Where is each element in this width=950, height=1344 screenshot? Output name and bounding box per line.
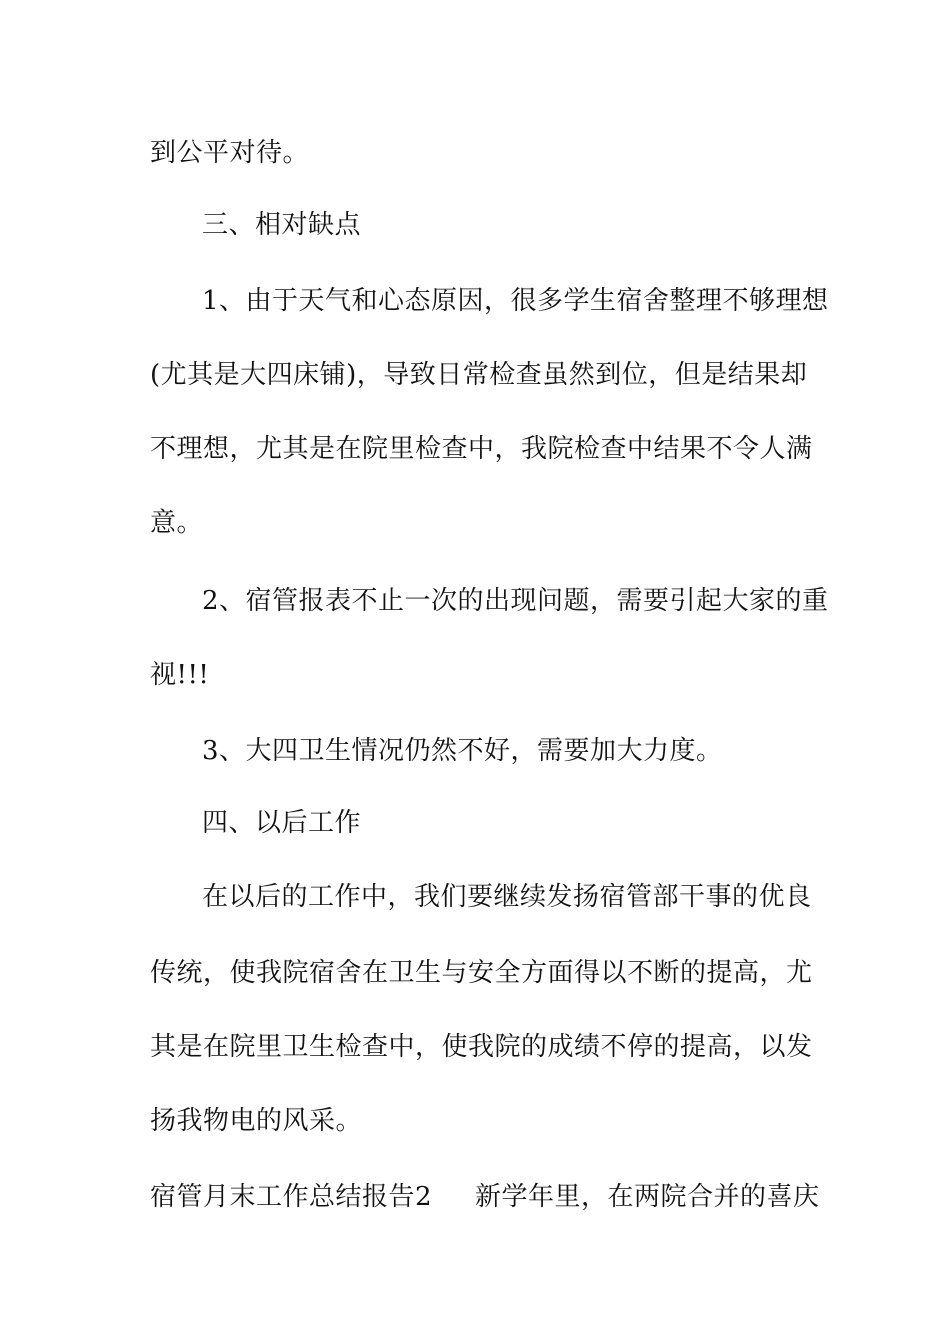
report-title: 宿管月末工作总结报告2: [150, 1182, 433, 1212]
paragraph-line: 扬我物电的风采。: [150, 1106, 363, 1136]
section-heading: 三、相对缺点: [202, 210, 362, 240]
paragraph-line: 意。: [150, 508, 204, 538]
paragraph-line: 2、宿管报表不止一次的出现问题，需要引起大家的重: [202, 586, 829, 616]
paragraph-line: 其是在院里卫生检查中，使我院的成绩不停的提高，以发: [150, 1032, 813, 1062]
paragraph-line: 新学年里，在两院合并的喜庆: [475, 1182, 820, 1212]
paragraph-line: 3、大四卫生情况仍然不好，需要加大力度。: [202, 736, 723, 766]
section-heading: 四、以后工作: [202, 808, 362, 838]
paragraph-line: 不理想，尤其是在院里检查中，我院检查中结果不令人满: [150, 434, 813, 464]
paragraph-line: 传统，使我院宿舍在卫生与安全方面得以不断的提高，尤: [150, 958, 813, 988]
paragraph-line: (尤其是大四床铺)，导致日常检查虽然到位，但是结果却: [150, 360, 808, 390]
paragraph-line: 到公平对待。: [150, 138, 310, 168]
paragraph-line: 在以后的工作中，我们要继续发扬宿管部干事的优良: [202, 882, 812, 912]
paragraph-line: 1、由于天气和心态原因，很多学生宿舍整理不够理想: [202, 286, 829, 316]
paragraph-line: 视!!!: [150, 660, 210, 690]
next-report-row: [150, 1180, 820, 1214]
